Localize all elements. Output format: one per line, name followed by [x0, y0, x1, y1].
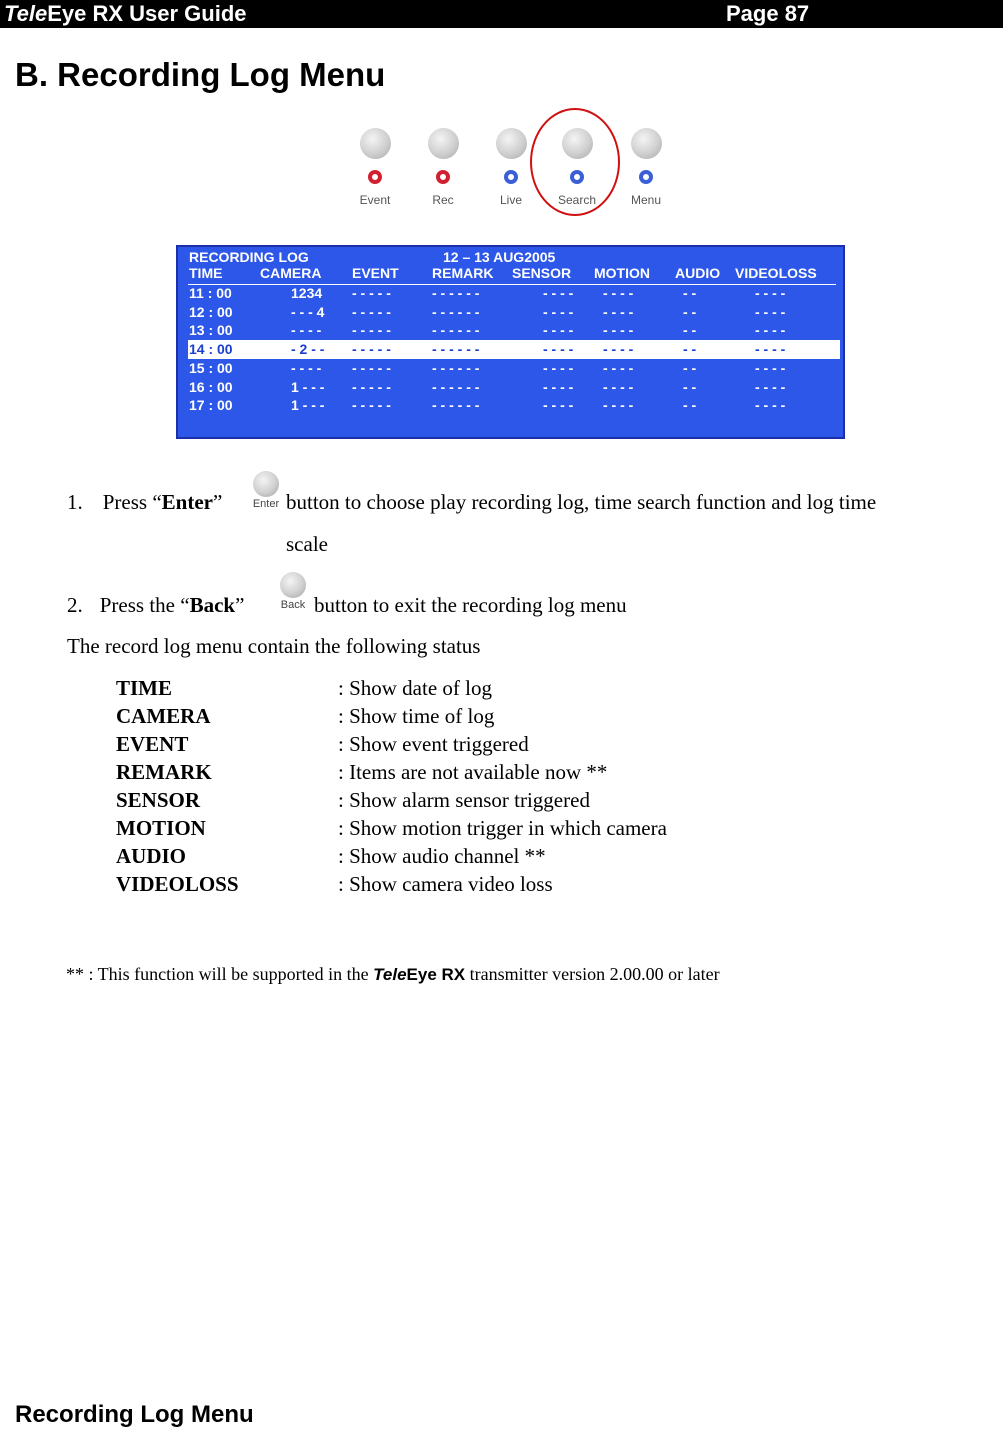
event-knob-icon [360, 128, 391, 159]
menu-knob-icon [631, 128, 662, 159]
column-header: MOTION [594, 265, 650, 281]
log-cell: - - - - [755, 397, 786, 414]
field-description: : Show time of log [338, 704, 495, 728]
section-title: B. Recording Log Menu [15, 56, 386, 93]
log-cell: - - - - [603, 341, 634, 358]
log-cell: - - [683, 322, 697, 339]
log-cell: - - - - - - [432, 322, 480, 339]
search-highlight-circle [530, 108, 620, 216]
field-description: : Show motion trigger in which camera [338, 816, 667, 840]
column-header: AUDIO [675, 265, 721, 281]
log-cell: - - - - [755, 322, 786, 339]
log-cell: - - - - [603, 303, 634, 320]
column-header: VIDEOLOSS [735, 265, 817, 281]
field-description: : Show camera video loss [338, 872, 553, 896]
log-cell: 1 - - - [291, 378, 325, 395]
rec-button: Rec [413, 100, 473, 218]
log-cell: - - - 4 [291, 303, 325, 320]
log-cell: - - - - [755, 285, 786, 301]
field-term: CAMERA [116, 704, 211, 728]
column-header: TIME [189, 265, 223, 281]
log-cell: - - - - [543, 341, 574, 358]
log-cell: 13 : 00 [189, 322, 233, 339]
log-cell: - - - - [603, 359, 634, 376]
column-header: CAMERA [260, 265, 322, 281]
field-term: SENSOR [116, 788, 201, 812]
recording-log-screen [176, 245, 845, 439]
log-cell: 1234 [291, 285, 323, 301]
field-term: EVENT [116, 732, 189, 756]
search-button: Search [547, 100, 607, 218]
field-term: REMARK [116, 760, 212, 784]
red-led-icon [436, 170, 450, 184]
step-1-text-cont: scale [286, 532, 328, 556]
log-cell: - - - - [603, 397, 634, 414]
log-cell: - - [683, 397, 697, 414]
field-description: : Show event triggered [338, 732, 529, 756]
front-panel-buttons [323, 100, 689, 218]
log-cell: - - - - [755, 341, 786, 358]
header-divider [188, 284, 836, 285]
log-cell: - - - - [291, 322, 322, 339]
footnote: ** : This function will be supported in the TeleEye RX transmitter version 2.00.00 or later [66, 964, 720, 984]
event-button: Event [345, 100, 405, 218]
log-cell: - - - - - [352, 397, 391, 414]
blue-led-icon [504, 170, 518, 184]
status-intro: The record log menu contain the following status [67, 634, 481, 658]
log-cell: - - - - [543, 397, 574, 414]
step-1-text: button to choose play recording log, time search function and log time [286, 490, 877, 514]
log-date: 12 – 13 AUG2005 [443, 249, 556, 265]
log-cell: - 2 - - [291, 341, 325, 358]
blue-led-icon [639, 170, 653, 184]
back-button-icon: Back [278, 572, 308, 612]
log-cell: - - - - [291, 359, 322, 376]
log-cell: - - - - - - [432, 378, 480, 395]
log-cell: - - - - - [352, 303, 391, 320]
red-led-icon [368, 170, 382, 184]
log-cell: 11 : 00 [189, 285, 232, 301]
step-2: 2. Press the “Back” [67, 593, 245, 617]
log-cell: - - [683, 378, 697, 395]
column-header: SENSOR [512, 265, 572, 281]
log-cell: - - [683, 341, 697, 358]
log-cell: - - - - - - [432, 341, 480, 358]
live-button: Live [481, 100, 541, 218]
step-2-text: button to exit the recording log menu [314, 593, 627, 617]
column-header: REMARK [432, 265, 494, 281]
log-cell: - - [683, 303, 697, 320]
log-cell: - - - - [543, 359, 574, 376]
column-header: EVENT [352, 265, 399, 281]
log-cell: 1 - - - [291, 397, 325, 414]
live-knob-icon [496, 128, 527, 159]
log-cell: 15 : 00 [189, 359, 233, 376]
menu-button: Menu [616, 100, 676, 218]
log-cell: - - - - [755, 303, 786, 320]
log-cell: - - - - [543, 322, 574, 339]
field-description: : Show date of log [338, 676, 492, 700]
log-cell: - - - - - [352, 378, 391, 395]
log-cell: - - - - - [352, 285, 391, 301]
log-cell: - - - - - - [432, 285, 480, 301]
log-cell: - - [683, 285, 697, 301]
log-title: RECORDING LOG [189, 249, 309, 265]
step-1: 1. Press “Enter” [67, 490, 223, 514]
log-cell: - - - - [543, 378, 574, 395]
log-cell: 12 : 00 [189, 303, 233, 320]
log-cell: 16 : 00 [189, 378, 233, 395]
log-cell: - - - - - [352, 359, 391, 376]
log-cell: - - - - - - [432, 359, 480, 376]
field-term: MOTION [116, 816, 206, 840]
log-cell: - - - - - - [432, 303, 480, 320]
field-term: VIDEOLOSS [116, 872, 239, 896]
log-cell: - - [683, 359, 697, 376]
log-cell: 14 : 00 [189, 341, 233, 358]
log-cell: - - - - [603, 322, 634, 339]
log-cell: - - - - [543, 303, 574, 320]
log-cell: - - - - [755, 359, 786, 376]
log-cell: - - - - [755, 378, 786, 395]
log-cell: - - - - - [352, 341, 391, 358]
log-cell: - - - - [543, 285, 574, 301]
rec-knob-icon [428, 128, 459, 159]
field-term: TIME [116, 676, 173, 700]
log-cell: - - - - - - [432, 397, 480, 414]
log-cell: - - - - [603, 285, 634, 301]
guide-title: TeleEye RX User Guide [4, 1, 247, 26]
enter-button-icon: Enter [251, 471, 281, 511]
page-header [0, 0, 1003, 28]
selected-row-highlight [188, 340, 840, 359]
field-term: AUDIO [116, 844, 187, 868]
field-description: : Show audio channel ** [338, 844, 546, 868]
field-description: : Items are not available now ** [338, 760, 608, 784]
log-cell: 17 : 00 [189, 397, 233, 414]
footer-title: Recording Log Menu [15, 1401, 254, 1428]
field-description: : Show alarm sensor triggered [338, 788, 590, 812]
log-cell: - - - - - [352, 322, 391, 339]
log-cell: - - - - [603, 378, 634, 395]
page-number: Page 87 [726, 1, 810, 26]
